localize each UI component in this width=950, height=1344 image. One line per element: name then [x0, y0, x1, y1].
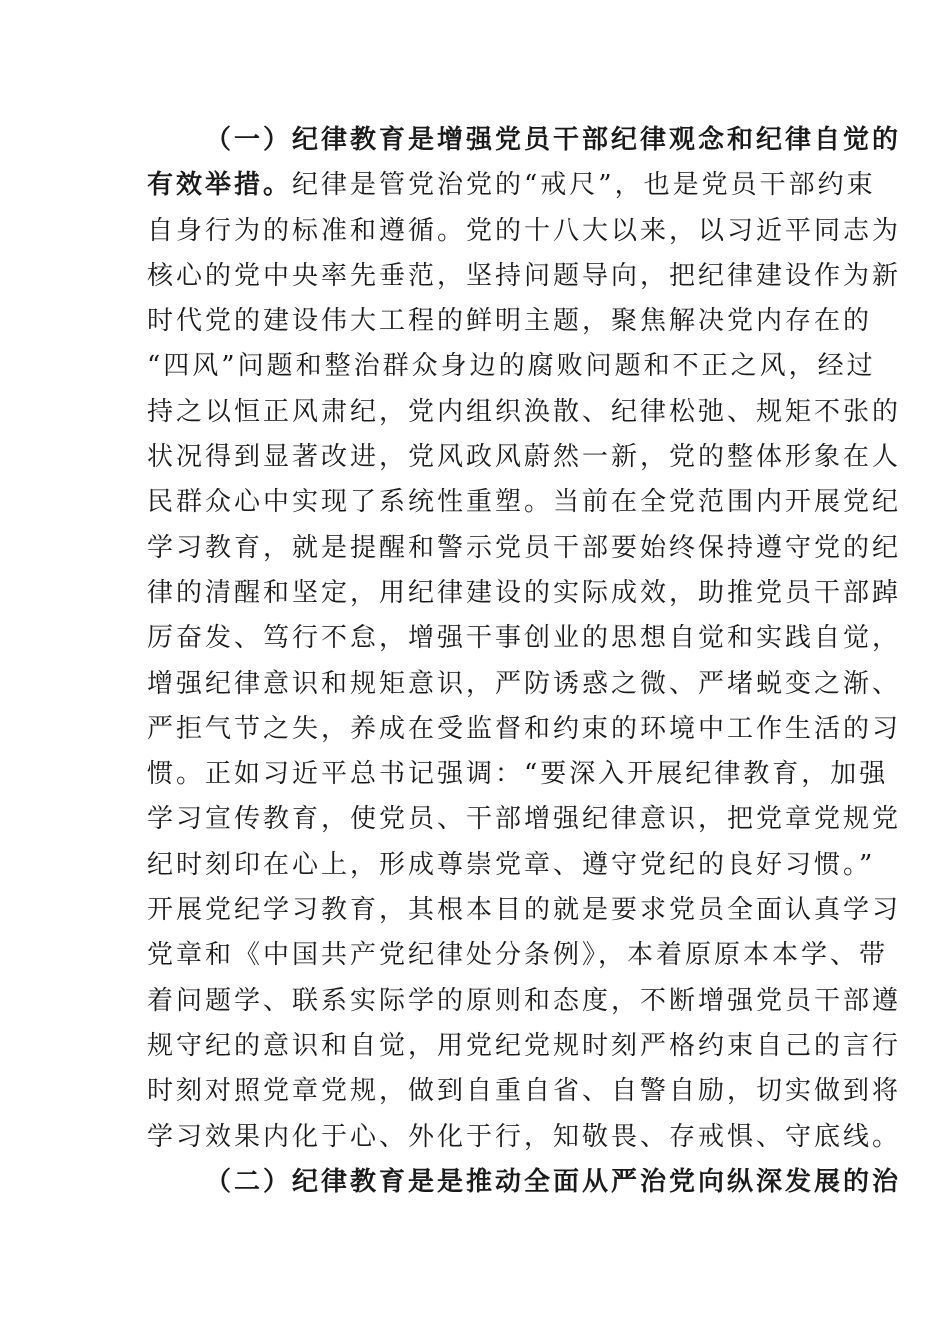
paragraph-line: 党章和《中国共产党纪律处分条例》，本着原原本本学、带: [147, 940, 889, 971]
document-body: [147, 118, 902, 1205]
paragraph-line: 时刻对照党章党规，做到自重自省、自警自励，切实做到将: [147, 1076, 902, 1107]
paragraph-line: 时代党的建设伟大工程的鲜明主题，聚焦解决党内存在的: [147, 306, 873, 337]
paragraph-line: 学习教育，就是提醒和警示党员干部要始终保持遵守党的纪: [147, 532, 902, 563]
paragraph-line: 自身行为的标准和遵循。党的十八大以来，以习近平同志为: [147, 215, 902, 246]
section-one-heading-end: 有效举措。: [147, 170, 293, 201]
paragraph-line: 着问题学、联系实际学的原则和态度，不断增强党员干部遵: [147, 985, 902, 1016]
paragraph-line: 严拒气节之失，养成在受监督和约束的环境中工作生活的习: [147, 713, 902, 744]
section-one-heading: （一）纪律教育是增强党员干部纪律观念和纪律自觉的: [205, 125, 902, 155]
paragraph-line: [147, 163, 876, 208]
paragraph-line: 纪时刻印在心上，形成尊崇党章、遵守党纪的良好习惯。”: [147, 849, 876, 880]
paragraph-line: 规守纪的意识和自觉，用党纪党规时刻严格约束自己的言行: [147, 1030, 902, 1061]
paragraph-text: 纪律是管党治党的“戒尺”，也是党员干部约束: [292, 170, 876, 201]
paragraph-line: 民群众心中实现了系统性重塑。当前在全党范围内开展党纪: [147, 487, 902, 518]
paragraph-line: 学习宣传教育，使党员、干部增强纪律意识，把党章党规党: [147, 804, 902, 835]
paragraph-line: 核心的党中央率先垂范，坚持问题导向，把纪律建设作为新: [147, 260, 902, 291]
section-two-heading: （二）纪律教育是是推动全面从严治党向纵深发展的治: [205, 1166, 902, 1197]
paragraph-line: 增强纪律意识和规矩意识，严防诱惑之微、严堵蜕变之渐、: [147, 668, 902, 699]
paragraph-line: “四风”问题和整治群众身边的腐败问题和不正之风，经过: [147, 351, 876, 382]
paragraph-line: 学习效果内化于心、外化于行，知敬畏、存戒惧、守底线。: [147, 1121, 902, 1152]
paragraph-line: 厉奋发、笃行不怠，增强干事创业的思想自觉和实践自觉，: [147, 623, 902, 654]
paragraph-line: 状况得到显著改进，党风政风蔚然一新，党的整体形象在人: [147, 442, 902, 473]
paragraph-line: 惯。正如习近平总书记强调：“要深入开展纪律教育，加强: [147, 759, 889, 790]
paragraph-line: 持之以恒正风肃纪，党内组织涣散、纪律松弛、规矩不张的: [147, 396, 902, 427]
paragraph-line: 律的清醒和坚定，用纪律建设的实际成效，助推党员干部踔: [147, 577, 902, 608]
paragraph-line: 开展党纪学习教育，其根本目的就是要求党员全面认真学习: [147, 895, 902, 926]
